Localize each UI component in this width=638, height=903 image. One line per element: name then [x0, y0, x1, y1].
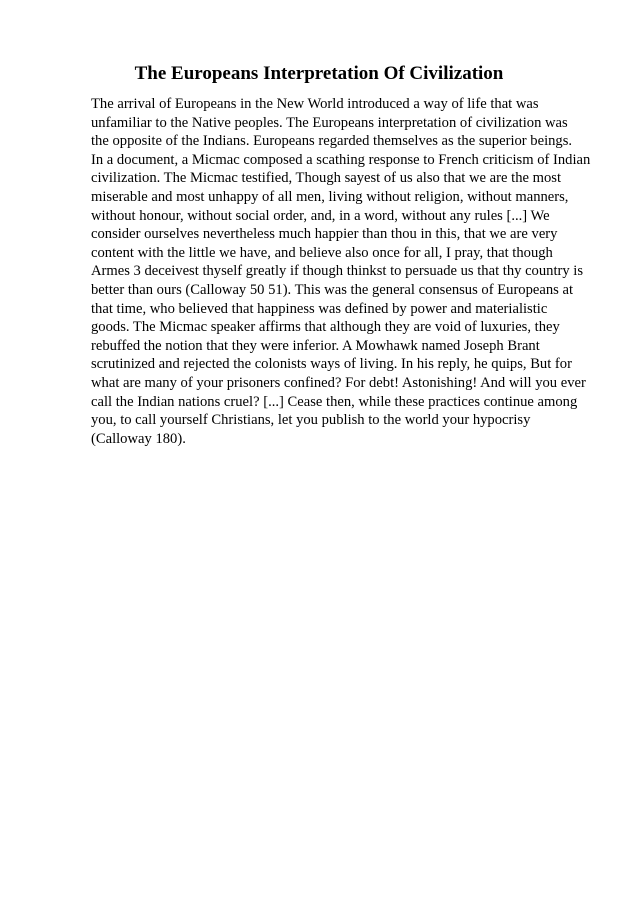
- body-line: that time, who believed that happiness was defined by power and materialistic: [91, 300, 548, 317]
- body-line: consider ourselves nevertheless much happier than thou in this, that we are very: [91, 226, 558, 243]
- body-line: (Calloway 180).: [91, 430, 186, 447]
- body-line: In a document, a Micmac composed a scathing response to French criticism of Indian: [91, 151, 591, 168]
- body-line: miserable and most unhappy of all men, living without religion, without manners,: [91, 188, 569, 205]
- body-line: you, to call yourself Christians, let you publish to the world your hypocrisy: [91, 412, 531, 429]
- body-line: rebuffed the notion that they were inferior. A Mowhawk named Joseph Brant: [91, 337, 540, 354]
- body-line: scrutinized and rejected the colonists ways of living. In his reply, he quips, But for: [91, 356, 572, 373]
- document-title: The Europeans Interpretation Of Civilization: [134, 63, 504, 84]
- body-line: the opposite of the Indians. Europeans regarded themselves as the superior beings.: [91, 133, 573, 150]
- body-line: call the Indian nations cruel? [...] Cease then, while these practices continue among: [91, 393, 578, 410]
- body-line: what are many of your prisoners confined? For debt! Astonishing! And will you ever: [91, 374, 586, 391]
- body-line: civilization. The Micmac testified, Though sayest of us also that we are the most: [91, 170, 561, 187]
- body-line: goods. The Micmac speaker affirms that although they are void of luxuries, they: [91, 319, 560, 336]
- body-line: Armes 3 deceivest thyself greatly if though thinkst to persuade us that thy country is: [91, 263, 584, 280]
- body-line: content with the little we have, and believe also once for all, I pray, that though: [91, 244, 553, 261]
- body-line: The arrival of Europeans in the New World introduced a way of life that was: [91, 96, 539, 112]
- document-body: [91, 95, 591, 448]
- body-line: better than ours (Calloway 50 51). This was the general consensus of Europeans at: [91, 281, 574, 298]
- body-line: unfamiliar to the Native peoples. The Europeans interpretation of civilization was: [91, 114, 568, 131]
- body-line: without honour, without social order, and, in a word, without any rules [...] We: [91, 207, 550, 224]
